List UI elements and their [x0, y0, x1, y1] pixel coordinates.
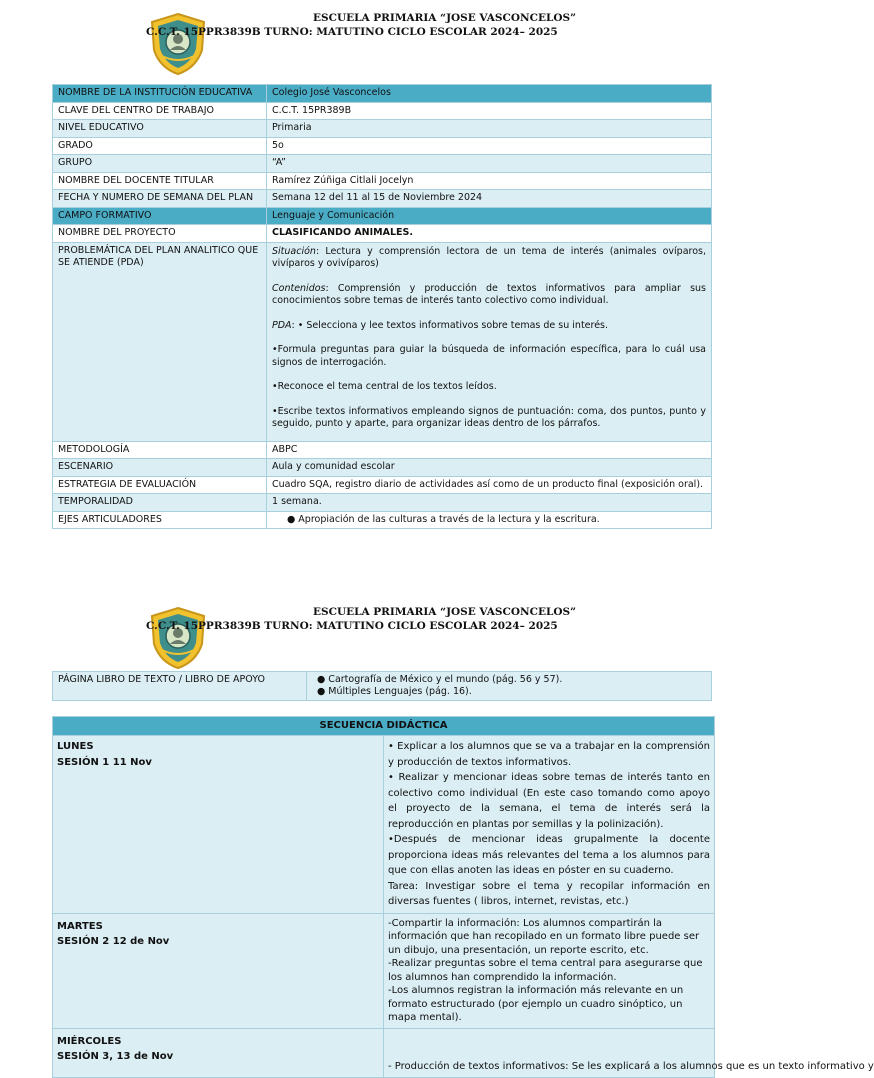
pda-paragraph: PDA: • Selecciona y lee textos informativos sobre temas de su interés. [272, 319, 609, 331]
table-row [53, 913, 715, 1028]
table-row [53, 102, 712, 120]
school-name: ESCUELA PRIMARIA “JOSE VASCONCELOS” [313, 12, 577, 24]
row-label: TEMPORALIDAD [53, 494, 267, 512]
row-label: CLAVE DEL CENTRO DE TRABAJO [53, 102, 267, 120]
day-cell [53, 736, 384, 914]
row-value: “A” [267, 155, 712, 173]
table-row [53, 441, 712, 459]
row-label: ESTRATEGIA DE EVALUACIÓN [53, 476, 267, 494]
row-value: Aula y comunidad escolar [267, 459, 712, 477]
row-value: Cuadro SQA, registro diario de actividades así como de un producto final (exposición oral). [267, 476, 712, 494]
table-row [53, 717, 715, 736]
row-label: GRUPO [53, 155, 267, 173]
school-emblem-icon [146, 606, 210, 670]
table-row [53, 225, 712, 243]
row-label: CAMPO FORMATIVO [53, 207, 267, 225]
secuencia-title: SECUENCIA DIDÁCTICA [53, 717, 715, 736]
table-row [53, 476, 712, 494]
activity-cell [384, 1028, 874, 1078]
row-label: GRADO [53, 137, 267, 155]
row-label: FECHA Y NUMERO DE SEMANA DEL PLAN [53, 190, 267, 208]
table-row [53, 242, 712, 441]
row-label: NOMBRE DE LA INSTITUCIÓN EDUCATIVA [53, 85, 267, 103]
table-row [53, 672, 712, 701]
table-row [53, 190, 712, 208]
pda-item: •Formula preguntas para guiar la búsqueda de información específica, para lo cuál usa signos de interrogación. [272, 344, 706, 368]
day-cell [53, 1028, 384, 1078]
day-name: MIÉRCOLES [57, 1035, 122, 1047]
row-label: NIVEL EDUCATIVO [53, 120, 267, 138]
activity-line: • Realizar y mencionar ideas sobre temas de interés tanto en colectivo como individual (En este caso tomando como apoyo el proyecto de la semana, el tema de interés será la reproducción en plantas por semillas y la polinización). [388, 772, 710, 830]
cct-line: C.C.T. 15PPR3839B TURNO: MATUTINO CICLO ESCOLAR 2024– 2025 [146, 26, 558, 38]
table-row [53, 511, 712, 529]
activity-cell [384, 736, 715, 914]
row-value: C.C.T. 15PR389B [267, 102, 712, 120]
page-header-2 [0, 606, 768, 676]
table-row [53, 155, 712, 173]
table-row [53, 85, 712, 103]
day-name: MARTES [57, 920, 103, 932]
page-header-1 [0, 12, 768, 82]
table-row [53, 736, 715, 914]
libro-apoyo-table [52, 671, 712, 701]
row-label: ESCENARIO [53, 459, 267, 477]
activity-cell [384, 913, 715, 1028]
row-value: Ramírez Zúñiga Citlali Jocelyn [267, 172, 712, 190]
row-value: Colegio José Vasconcelos [267, 85, 712, 103]
table-row [53, 1028, 715, 1078]
school-name: ESCUELA PRIMARIA “JOSE VASCONCELOS” [313, 606, 577, 618]
contenidos-paragraph: Contenidos: Comprensión y producción de textos informativos para ampliar sus conocimientos sobre temas de interés tanto colectivo como individual. [272, 282, 706, 306]
table-row [53, 137, 712, 155]
table-row [53, 459, 712, 477]
row-value: 5o [267, 137, 712, 155]
info-table [52, 84, 712, 529]
session-name: SESIÓN 3, 13 de Nov [57, 1051, 174, 1062]
row-label: NOMBRE DEL PROYECTO [53, 225, 267, 243]
day-cell [53, 913, 384, 1028]
row-label: METODOLOGÍA [53, 441, 267, 459]
activity-line: -Compartir la información: Los alumnos compartirán la información que han recopilado en un formato libre puede ser un dibujo, una presentación, un reporte escrito, etc. [388, 917, 700, 956]
list-item: ● Múltiples Lenguajes (pág. 16). [317, 686, 472, 697]
cct-line: C.C.T. 15PPR3839B TURNO: MATUTINO CICLO ESCOLAR 2024– 2025 [146, 620, 558, 632]
table-row [53, 120, 712, 138]
activity-line: Tarea: Investigar sobre el tema y recopilar información en diversas fuentes ( libros, internet, revistas, etc.) [388, 880, 710, 907]
secuencia-table [52, 716, 874, 1078]
row-label: PÁGINA LIBRO DE TEXTO / LIBRO DE APOYO [53, 672, 307, 701]
pda-cell [267, 242, 712, 441]
row-label: NOMBRE DEL DOCENTE TITULAR [53, 172, 267, 190]
row-value: ● Apropiación de las culturas a través de la lectura y la escritura. [267, 511, 712, 529]
activity-line: • Explicar a los alumnos que se va a trabajar en la comprensión y producción de textos informativos. [388, 741, 710, 768]
session-name: SESIÓN 1 11 Nov [57, 756, 152, 768]
activity-line: - Producción de textos informativos: Se les explicará a los alumnos que es un texto informativo y [388, 1060, 874, 1072]
table-row [53, 494, 712, 512]
list-item: ● Cartografía de México y el mundo (pág. 56 y 57). [317, 674, 563, 685]
row-value: Primaria [267, 120, 712, 138]
campo-formativo-value: Lenguaje y Comunicación [267, 207, 712, 225]
activity-line: •Después de mencionar ideas grupalmente la docente proporciona ideas más relevantes del tema a los alumnos para que con ellas anoten las ideas en póster en su cuaderno. [388, 834, 710, 876]
table-row [53, 172, 712, 190]
project-name: CLASIFICANDO ANIMALES. [267, 225, 712, 243]
row-value: Semana 12 del 11 al 15 de Noviembre 2024 [267, 190, 712, 208]
session-name: SESIÓN 2 12 de Nov [57, 936, 170, 947]
school-emblem-icon [146, 12, 210, 76]
row-value: ABPC [267, 441, 712, 459]
situacion-paragraph: Situación: Lectura y comprensión lectora de un tema de interés (animales ovíparos, vivíparos y ovivíparos) [272, 245, 706, 269]
row-value: 1 semana. [267, 494, 712, 512]
row-value [307, 672, 712, 701]
activity-line: -Los alumnos registran la información más relevante en un formato estructurado (por ejemplo un cuadro sinóptico, un mapa mental). [388, 985, 684, 1023]
activity-line: -Realizar preguntas sobre el tema central para asegurarse que los alumnos han comprendido la información. [388, 958, 703, 983]
row-label: EJES ARTICULADORES [53, 511, 267, 529]
pda-item: •Escribe textos informativos empleando signos de puntuación: coma, dos puntos, punto y seguido, punto y aparte, para organizar ideas dentro de los párrafos. [272, 405, 706, 429]
day-name: LUNES [57, 741, 94, 752]
pda-item: •Reconoce el tema central de los textos leídos. [272, 381, 497, 392]
table-row [53, 207, 712, 225]
row-label: PROBLEMÁTICA DEL PLAN ANALITICO QUE SE ATIENDE (PDA) [53, 242, 267, 441]
